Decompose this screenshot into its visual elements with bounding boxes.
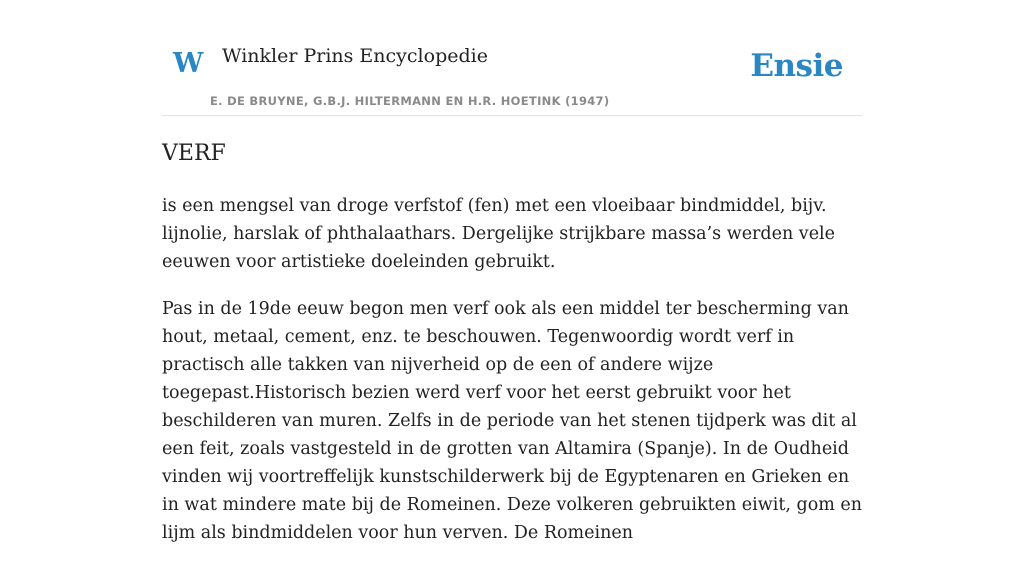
article-paragraph: Pas in de 19de eeuw begon men verf ook als een middel ter bescherming van hout, metaal, cement, enz. te beschouwen. Tegenwoordig wordt verf in practisch alle takken van nijverheid op de een of andere wijze toegepast.Historisch bezien werd verf voor het eerst gebruikt voor het beschilderen van muren. Zelfs in de periode van het stenen tijdperk was dit al een feit, zoals vastgesteld in de grotten van Altamira (Spanje). In de Oudheid vinden wij voortreffelijk kunstschilderwerk bij de Egyptenaren en Grieken en in wat mindere mate bij de Romeinen. Deze volkeren gebruikten eiwit, gom en lijm als bindmiddelen voor hun verven. De Romeinen	[162, 299, 863, 543]
article-headword: VERF	[162, 141, 226, 166]
winkler-prins-logo[interactable]: W	[173, 48, 204, 79]
header	[162, 0, 862, 116]
article-paragraph: is een mengsel van droge verfstof (fen) met een vloeibaar bindmiddel, bijv. lijnolie, harslak of phthalaathars. Dergelijke strijkbare massa’s werden vele eeuwen voor artistieke doeleinden gebruikt.	[162, 196, 836, 272]
ensie-logo[interactable]: Ensie	[750, 48, 843, 84]
byline: E. DE BRUYNE, G.B.J. HILTERMANN EN H.R. HOETINK (1947)	[210, 94, 610, 108]
article-body	[162, 192, 862, 566]
site-title[interactable]: Winkler Prins Encyclopedie	[222, 45, 488, 67]
